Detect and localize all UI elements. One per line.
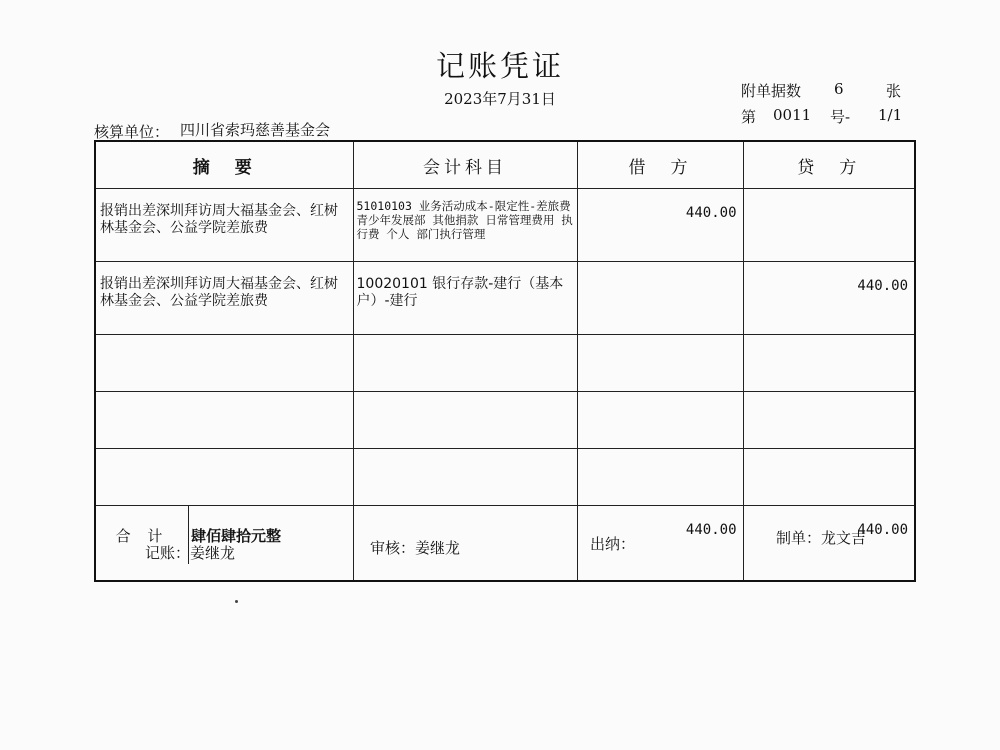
entry-debit (577, 262, 743, 335)
header-account: 会计科目 (353, 141, 577, 189)
attachments-label: 附单据数 (741, 82, 802, 100)
total-in-words: 肆佰肆拾元整 (191, 526, 282, 545)
preparer: 制单：龙文吉 (776, 529, 867, 547)
bookkeeper: 记账：姜继龙 (145, 544, 236, 562)
header-row (95, 141, 915, 189)
total-label: 合 计 (96, 506, 189, 564)
number-prefix: 第 (741, 108, 757, 126)
total-debit: 440.00 (577, 506, 743, 582)
attachments-unit: 张 (886, 82, 902, 100)
entry-account: 51010103 业务活动成本-限定性-差旅费 青少年发展部 其他捐款 日常管理费用 执行费 个人 部门执行管理 (353, 189, 577, 262)
reviewer: 审核：姜继龙 (370, 539, 461, 557)
accounting-unit-label: 核算单位： (94, 123, 170, 141)
entry-credit: 440.00 (743, 262, 915, 335)
header-credit: 贷 方 (743, 141, 915, 189)
entry-summary: 报销出差深圳拜访周大福基金会、红树林基金会、公益学院差旅费 (95, 189, 353, 262)
scan-speck (235, 600, 238, 603)
empty-row (95, 335, 915, 392)
voucher-table (94, 140, 916, 582)
accounting-unit-value: 四川省索玛慈善基金会 (180, 121, 331, 139)
entry-account: 10020101 银行存款-建行（基本户）-建行 (353, 262, 577, 335)
empty-row (95, 392, 915, 449)
voucher-date: 2023年7月31日 (444, 90, 556, 108)
entry-debit: 440.00 (577, 189, 743, 262)
header-debit: 借 方 (577, 141, 743, 189)
entry-credit (743, 189, 915, 262)
cashier: 出纳： (590, 535, 636, 553)
header-summary: 摘 要 (95, 141, 353, 189)
entry-summary: 报销出差深圳拜访周大福基金会、红树林基金会、公益学院差旅费 (95, 262, 353, 335)
page-indicator: 1/1 (878, 106, 903, 124)
voucher-number: 0011 (773, 106, 812, 124)
table-row (95, 189, 915, 262)
total-credit: 440.00 (743, 506, 915, 582)
table-row (95, 262, 915, 335)
attachments-count: 6 (834, 80, 844, 98)
empty-row (95, 449, 915, 506)
number-suffix: 号- (830, 108, 851, 126)
voucher-title: 记账凭证 (435, 49, 564, 83)
